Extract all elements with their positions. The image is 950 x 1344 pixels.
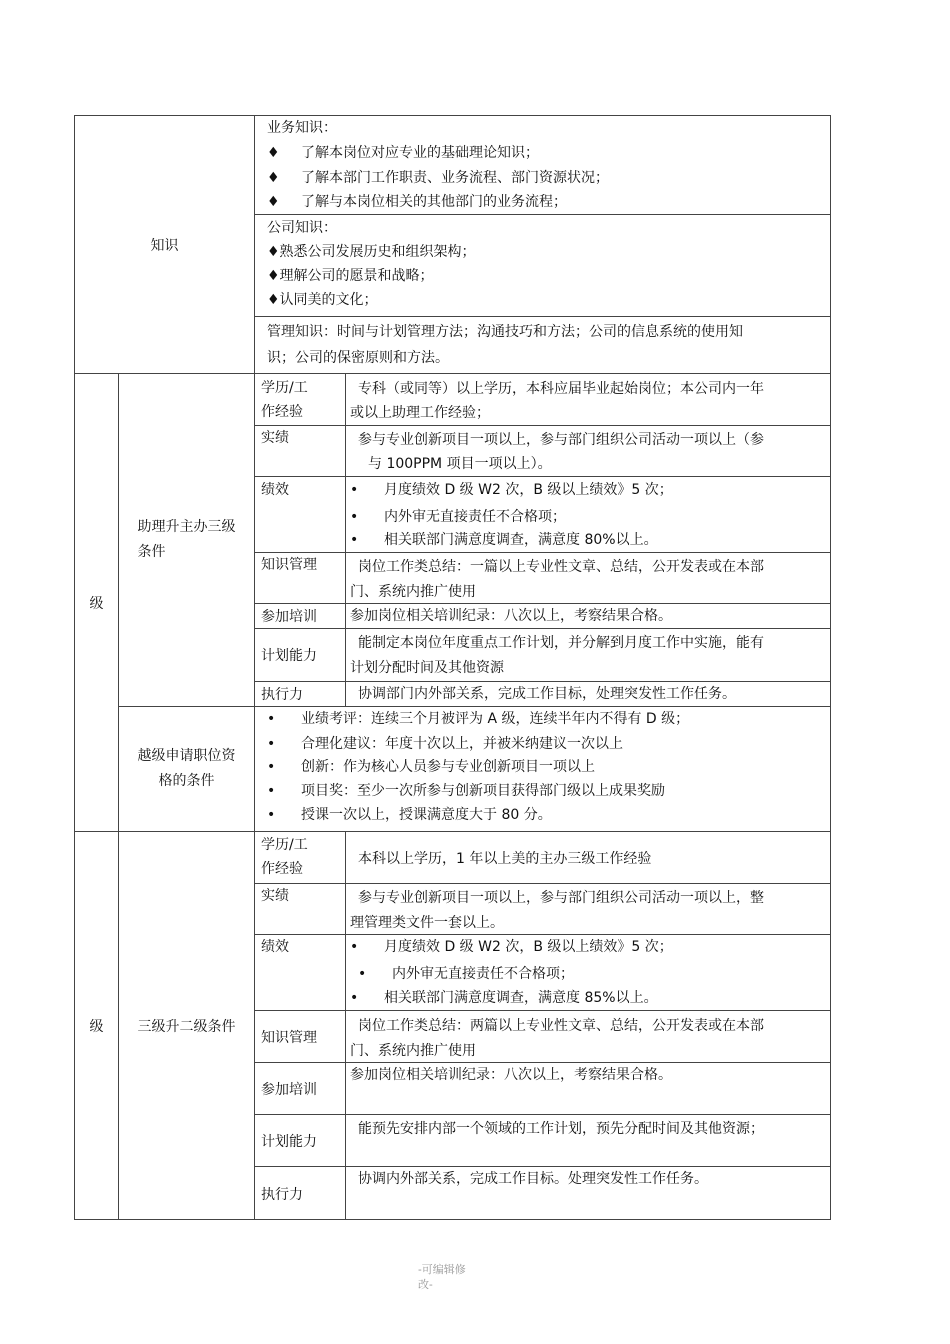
row-label: 学历/工 [261,380,308,396]
footer-line: -可编辑修 [418,1263,466,1276]
promotion-condition-line: 助理升主办三级 [137,519,236,535]
row-value-line: 或以上助理工作经验； [350,405,490,421]
skip-level-item: • 授课一次以上，授课满意度大于 80 分。 [267,807,552,823]
row-label: 参加培训 [261,609,317,625]
row-value-line: 能预先安排内部一个领域的工作计划，预先分配时间及其他资源； [358,1121,764,1137]
row-value-line: 理管理类文件一套以上。 [350,915,504,931]
footer-line: 改- [418,1278,433,1291]
skip-level-condition-line: 越级申请职位资 [137,748,236,764]
row-label: 参加培训 [261,1082,317,1098]
row-label: 计划能力 [261,648,317,664]
row-label-cell [254,628,346,682]
row-value-cell [345,1166,831,1220]
row-label: 作经验 [261,404,303,420]
business-knowledge-title: 业务知识： [267,120,337,136]
row-label-cell [254,1010,346,1063]
performance-item: • 内外审无直接责任不合格项； [358,966,574,982]
row-value-cell [345,552,831,604]
row-value-cell [345,1062,831,1115]
knowledge-label-cell [74,115,255,374]
management-knowledge-line: 管理知识：时间与计划管理方法；沟通技巧和方法；公司的信息系统的使用知 [267,324,743,340]
performance-item: • 相关联部门满意度调查，满意度 80%以上。 [350,532,658,548]
row-label: 作经验 [261,861,303,877]
row-label-cell [254,883,346,935]
row-value-line: 本科以上学历，1 年以上美的主办三级工作经验 [358,850,652,867]
skip-level-item: • 业绩考评：连续三个月被评为 A 级，连续半年内不得有 D 级； [267,711,690,727]
row-value-cell [345,831,831,884]
company-knowledge-item: ♦认同美的文化； [267,292,378,308]
management-knowledge-line: 识；公司的保密原则和方法。 [267,350,449,366]
performance-item: • 月度绩效 D 级 W2 次，B 级以上绩效》5 次； [350,482,673,498]
row-label-cell [254,681,346,707]
row-label-cell [254,425,346,477]
row-value-cell [345,934,831,1011]
promotion-condition-line: 三级升二级条件 [137,1018,236,1035]
promotion-condition-line: 条件 [137,544,166,560]
row-label-cell [254,603,346,629]
row-value-line: 参加岗位相关培训纪录：八次以上，考察结果合格。 [350,1067,672,1083]
row-value-line: 参加岗位相关培训纪录：八次以上，考察结果合格。 [350,608,672,624]
row-label-cell [254,1114,346,1167]
knowledge-label: 知识 [150,237,179,254]
business-knowledge-cell [254,115,831,215]
row-value-line: 与 100PPM 项目一项以上）。 [368,456,552,472]
skip-level-item: • 合理化建议：年度十次以上，并被米纳建议一次以上 [267,736,623,752]
grade-cell [74,373,119,832]
row-label: 绩效 [261,939,289,955]
row-label-cell [254,831,346,884]
row-value-line: 参与专业创新项目一项以上，参与部门组织公司活动一项以上（参 [358,432,764,448]
row-value-line: 专科（或同等）以上学历，本科应届毕业起始岗位；本公司内一年 [358,381,764,397]
row-label: 知识管理 [261,1029,317,1046]
row-label: 实绩 [261,888,289,904]
promotion-condition-cell [118,373,255,707]
performance-item: • 月度绩效 D 级 W2 次，B 级以上绩效》5 次； [350,939,673,955]
promotion-condition-cell [118,831,255,1220]
row-value-cell [345,476,831,553]
company-knowledge-cell [254,214,831,317]
business-knowledge-item: ♦ 了解本岗位对应专业的基础理论知识； [267,145,539,161]
skip-level-condition-line: 格的条件 [158,773,215,789]
skip-level-items-cell [254,706,831,832]
row-label: 执行力 [261,687,303,703]
performance-item: • 相关联部门满意度调查，满意度 85%以上。 [350,990,658,1006]
row-value-cell [345,603,831,629]
row-label: 知识管理 [261,557,317,573]
company-knowledge-item: ♦熟悉公司发展历史和组织架构； [267,244,476,260]
row-value-line: 计划分配时间及其他资源 [350,660,504,676]
row-value-line: 协调内外部关系，完成工作目标。处理突发性工作任务。 [358,1171,708,1187]
grade-label: 级 [89,595,104,612]
management-knowledge-cell [254,316,831,374]
skip-level-item: • 创新：作为核心人员参与专业创新项目一项以上 [267,759,595,775]
row-value-line: 门、系统内推广使用 [350,584,476,600]
row-value-line: 协调部门内外部关系，完成工作目标，处理突发性工作任务。 [358,686,736,702]
row-value-cell [345,628,831,682]
row-label: 实绩 [261,430,289,446]
row-label-cell [254,1062,346,1115]
row-label-cell [254,1166,346,1220]
row-value-cell [345,681,831,707]
row-label-cell [254,373,346,426]
page-footer [418,1262,466,1292]
grade-label: 级 [89,1018,104,1035]
row-value-line: 岗位工作类总结：两篇以上专业性文章、总结，公开发表或在本部 [358,1018,764,1034]
row-value-line: 岗位工作类总结：一篇以上专业性文章、总结，公开发表或在本部 [358,559,764,575]
row-value-line: 门、系统内推广使用 [350,1043,476,1059]
row-value-line: 参与专业创新项目一项以上，参与部门组织公司活动一项以上，整 [358,890,764,906]
row-label-cell [254,476,346,553]
row-label: 学历/工 [261,837,308,853]
row-value-cell [345,1010,831,1063]
grade-cell [74,831,119,1220]
row-value-cell [345,373,831,426]
row-label: 绩效 [261,482,289,498]
row-value-cell [345,883,831,935]
company-knowledge-title: 公司知识： [267,220,337,236]
row-label-cell [254,552,346,604]
row-label: 计划能力 [261,1134,317,1150]
row-value-cell [345,425,831,477]
business-knowledge-item: ♦ 了解与本岗位相关的其他部门的业务流程； [267,194,567,210]
row-value-cell [345,1114,831,1167]
skip-level-condition-cell [118,706,255,832]
performance-item: • 内外审无直接责任不合格项； [350,509,566,525]
skip-level-item: • 项目奖：至少一次所参与创新项目获得部门级以上成果奖励 [267,783,665,799]
row-label-cell [254,934,346,1011]
business-knowledge-item: ♦ 了解本部门工作职责、业务流程、部门资源状况； [267,170,609,186]
row-label: 执行力 [261,1187,303,1203]
row-value-line: 能制定本岗位年度重点工作计划，并分解到月度工作中实施，能有 [358,635,764,651]
company-knowledge-item: ♦理解公司的愿景和战略； [267,268,434,284]
